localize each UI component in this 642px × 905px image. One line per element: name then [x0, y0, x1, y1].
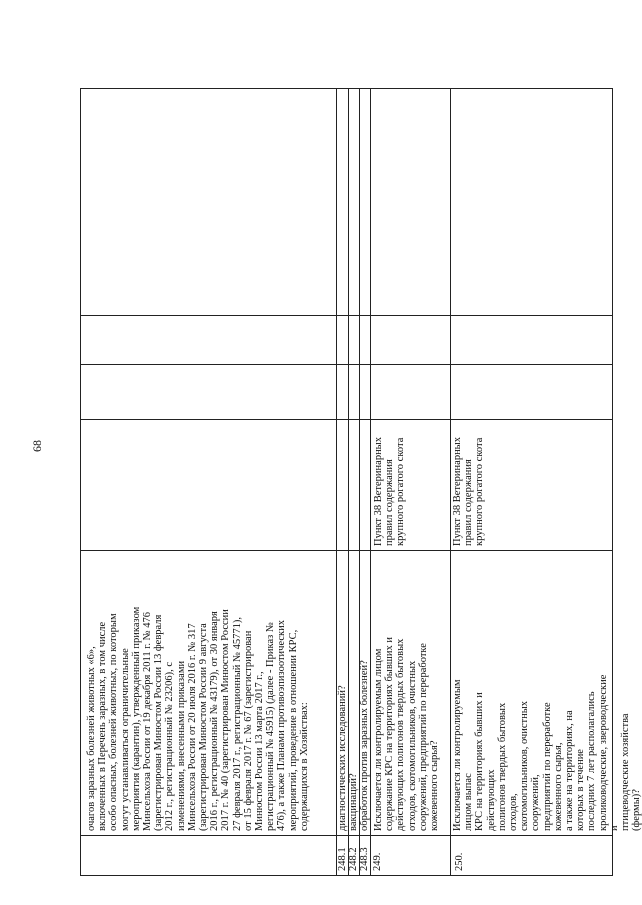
requirement-question: очагов заразных болезней животных «6», включенных в Перечень заразных, в том числе особо опасных, болезней животных, по которым могут устанавливаться ограничительные мероприятия (карантин), утвержденный приказом Минсельхоза России от 19 декабря 2011 г. № 476 (зарегистрирован Минюстом России 13 февраля 2012 г., регистрационный № 23206), с изменениями, внесенными приказами Минсельхоза России от 20 июля 2016 г. № 317 (зарегистрирован Минюстом России 9 августа 2016 г., регистрационный № 43179), от 30 января 2017 г. № 40 (зарегистрирован Минюстом России 27 февраля 2017 г., регистрационный № 45771), от 15 февраля 2017 г. № 67 (зарегистрирован Минюстом России 13 марта 2017 г., регистрационный № 45915) (далее - Приказ № 476), а также Планами противоэпизоотических мероприятий, проведение в отношении КРС, содержащихся в Хозяйствах:	[86, 606, 310, 831]
column-border	[80, 419, 612, 420]
requirement-number: 250.	[454, 852, 465, 871]
requirement-question: диагностических исследований?	[337, 685, 348, 831]
requirement-number: 249.	[372, 852, 383, 871]
requirement-question: вакцинаций?	[348, 773, 359, 831]
column-border	[80, 835, 612, 836]
requirement-question: Исключается ли контролируемым лицом содержание КРС на территориях бывших и действующих полигонов твердых бытовых отходов, скотомогильников, очистных сооружений, предприятий по переработке кожевенного сырья?	[373, 637, 441, 831]
column-border	[80, 875, 612, 876]
column-border	[80, 88, 612, 89]
column-border	[80, 550, 612, 551]
column-border	[80, 315, 612, 316]
requirement-question: обработок против заразных болезней?	[359, 660, 370, 831]
row-border	[80, 88, 81, 876]
column-border	[80, 364, 612, 365]
requirement-question: Исключается ли контролируемым лицом выпас КРС на территориях бывших и действующих полигонов твердых бытовых отходов, скотомогильников, очистных сооружений, предприятий по переработке кожевенного сырья, а также на территориях, на которых в течение последних 7 лет располагались кролиководческие, звероводческие и птицеводческие хозяйства (фермы)?	[452, 674, 642, 831]
legal-reference: Пункт 38 Ветеринарных правил содержания крупного рогатого скота	[373, 437, 407, 546]
requirement-number: 248.3	[359, 847, 370, 871]
legal-reference: Пункт 38 Ветеринарных правил содержания крупного рогатого скота	[452, 437, 486, 546]
requirement-number: 248.1	[337, 847, 348, 871]
requirement-number: 248.2	[348, 847, 359, 871]
page-number: 68	[30, 440, 44, 452]
row-border	[450, 88, 451, 876]
requirements-table	[80, 88, 642, 876]
